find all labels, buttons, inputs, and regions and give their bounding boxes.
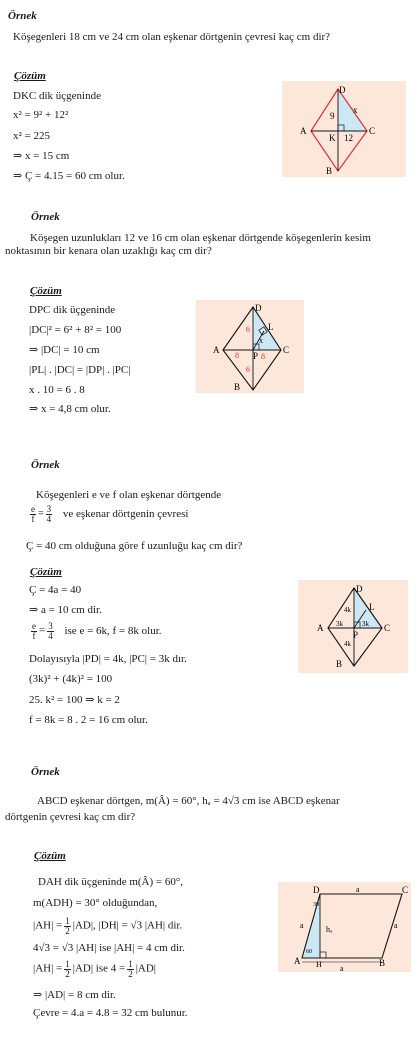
rhombus-figure: [298, 580, 408, 673]
question-text: dörtgenin çevresi kaç cm dir?: [5, 811, 136, 823]
vertex-label: A: [317, 623, 324, 633]
solution-heading: Çözüm: [30, 566, 62, 578]
length-label: a: [394, 921, 398, 930]
solution-heading: Çözüm: [14, 70, 46, 82]
question-text: Köşegenleri 18 cm ve 24 cm olan eşkenar dörtgenin çevresi kaç cm dir?: [13, 31, 331, 43]
length-label: 12: [344, 133, 353, 143]
question-text: $\frac{e}{f}$ = $\frac{3}{4}$ ve eşkenar dörtgenin çevresi: [31, 504, 189, 524]
solution-line: ⇒ Ç = 4.15 = 60 cm olur.: [13, 170, 125, 182]
solution-line: ⇒ |AD| = 8 cm dir.: [33, 989, 116, 1001]
solution-line: (3k)² + (4k)² = 100: [29, 673, 113, 685]
length-label: a: [300, 921, 304, 930]
length-label: 4k: [344, 606, 351, 614]
point-label: P: [353, 630, 359, 640]
length-label: 4k: [344, 640, 351, 648]
length-label: x: [259, 336, 263, 345]
length-label: 9: [330, 111, 335, 121]
vertex-label: C: [369, 126, 376, 136]
parallelogram-figure: [278, 882, 411, 972]
solution-line: |PL| . |DC| = |DP| . |PC|: [29, 364, 131, 376]
point-label: L: [369, 602, 375, 612]
solution-line: 25. k² = 100 ⇒ k = 2: [29, 694, 120, 706]
length-label: a: [340, 964, 344, 972]
solution-line: ⇒ |DC| = 10 cm: [29, 344, 100, 356]
vertex-label: A: [294, 956, 301, 966]
solution-line: |DC|² = 6² + 8² = 100: [29, 324, 122, 336]
solution-line: m(ADH) = 30° olduğundan,: [33, 897, 158, 909]
angle-label: 60: [306, 949, 312, 955]
solution-line: ⇒ x = 4,8 cm olur.: [29, 403, 111, 415]
solution-line: x . 10 = 6 . 8: [29, 384, 85, 396]
solution-line: Ç = 4a = 40: [29, 584, 82, 596]
question-text: Köşegenleri e ve f olan eşkenar dörtgende: [36, 489, 222, 501]
solution-line: Çevre = 4.a = 4.8 = 32 cm bulunur.: [33, 1007, 188, 1019]
point-label: H: [316, 960, 322, 969]
vertex-label: C: [283, 345, 290, 355]
solution-line: x² = 225: [13, 130, 51, 142]
vertex-label: B: [379, 958, 386, 968]
point-label: P: [253, 351, 259, 361]
solution-line: Dolayısıyla |PD| = 4k, |PC| = 3k dır.: [29, 653, 187, 665]
point-label: K: [329, 133, 336, 143]
vertex-label: C: [402, 885, 409, 895]
solution-line: $\frac{e}{f}$ = $\frac{3}{4}$ ise e = 6k, f = 8k olur.: [32, 621, 162, 641]
vertex-label: B: [326, 166, 333, 176]
length-label: 8: [261, 352, 265, 361]
solution-line: |AH| = $\frac{1}{2}$ |AD|, |DH| = √3 |AH| dir.: [33, 916, 183, 936]
vertex-label: C: [384, 623, 391, 633]
vertex-label: D: [339, 85, 346, 95]
length-label: x: [353, 105, 358, 115]
solution-line: ⇒ x = 15 cm: [13, 150, 70, 162]
solution-line: ⇒ a = 10 cm dir.: [29, 604, 102, 616]
point-label: L: [268, 322, 274, 332]
length-label: 6: [246, 365, 250, 374]
solution-line: x² = 9² + 12²: [13, 109, 69, 121]
ratio-fraction: $\frac{3}{4}$: [46, 504, 52, 524]
question-text: ABCD eşkenar dörtgen, m(Â) = 60°, hₐ = 4√3 cm ise ABCD eşkenar: [37, 795, 340, 807]
question-text: noktasının bir kenara olan uzaklığı kaç cm dir?: [5, 245, 212, 257]
height-label: hₐ: [326, 925, 333, 934]
vertex-label: B: [234, 382, 241, 392]
vertex-label: A: [300, 126, 307, 136]
length-label: 8: [235, 351, 239, 360]
ratio-fraction: $\frac{e}{f}$: [31, 504, 35, 524]
length-label: 3k: [362, 620, 369, 628]
solution-line: |AH| = $\frac{1}{2}$ |AD| ise 4 = $\frac{1}{2}$ |AD|: [33, 959, 157, 979]
example-heading: Örnek: [31, 459, 60, 471]
example-heading: Örnek: [31, 211, 60, 223]
length-label: 3k: [336, 620, 343, 628]
rhombus-figure: [196, 300, 304, 393]
vertex-label: D: [356, 584, 363, 594]
rhombus-figure: [282, 81, 406, 177]
example-heading: Örnek: [8, 10, 37, 22]
solution-heading: Çözüm: [30, 285, 62, 297]
angle-label: 30: [313, 902, 319, 908]
length-label: 6: [246, 325, 250, 334]
solution-line: DKC dik üçgeninde: [13, 90, 101, 102]
vertex-label: B: [336, 659, 343, 669]
length-label: a: [356, 885, 360, 894]
question-text: Köşegen uzunlukları 12 ve 16 cm olan eşkenar dörtgende köşegenlerin kesim: [30, 232, 371, 244]
solution-line: f = 8k = 8 . 2 = 16 cm olur.: [29, 714, 148, 726]
question-text: Ç = 40 cm olduğuna göre f uzunluğu kaç cm dir?: [26, 540, 243, 552]
example-heading: Örnek: [31, 766, 60, 778]
solution-line: DPC dik üçgeninde: [29, 304, 116, 316]
solution-heading: Çözüm: [34, 850, 66, 862]
vertex-label: D: [313, 885, 320, 895]
solution-line: DAH dik üçgeninde m(Â) = 60°,: [38, 876, 184, 888]
vertex-label: A: [213, 345, 220, 355]
solution-line: 4√3 = √3 |AH| ise |AH| = 4 cm dir.: [33, 942, 185, 954]
vertex-label: D: [255, 303, 262, 313]
